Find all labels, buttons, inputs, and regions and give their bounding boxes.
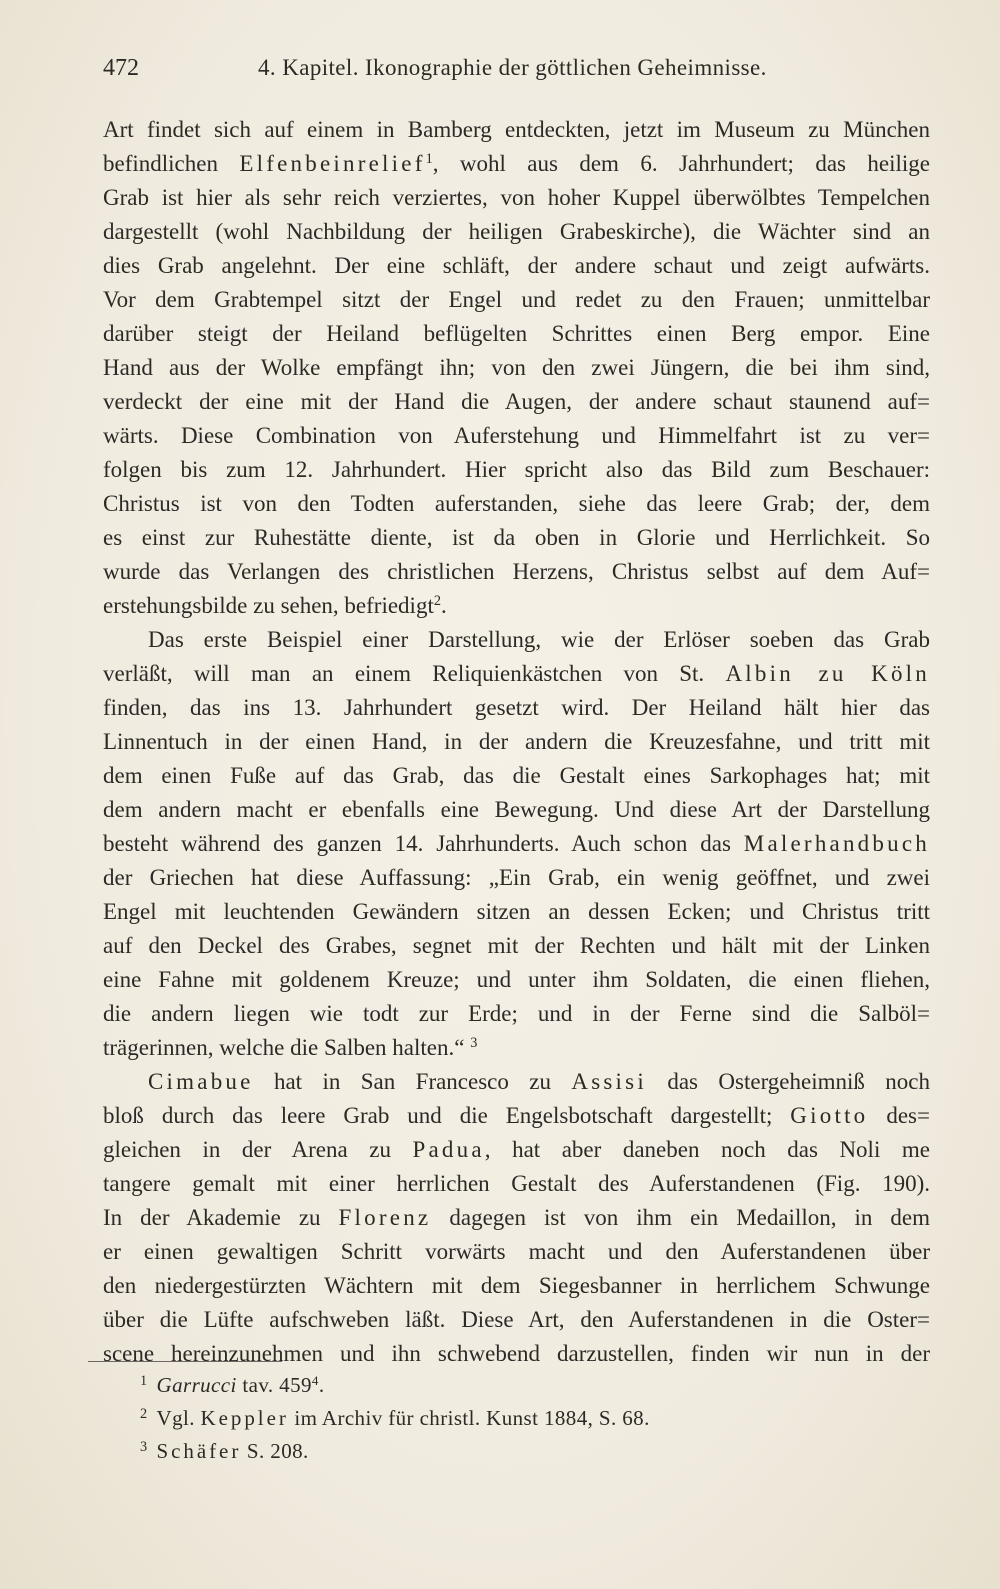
- emphasis-spaced: Cimabue: [148, 1069, 254, 1094]
- text-line: [103, 1201, 930, 1235]
- footnotes: [140, 1369, 930, 1468]
- emphasis-spaced: Malerhandbuch: [743, 831, 930, 856]
- text-run: das Ostergeheimniß noch: [646, 1069, 930, 1094]
- footnote-number: 2: [140, 1405, 148, 1422]
- text-line: [103, 1303, 930, 1337]
- text-line: [103, 487, 930, 521]
- text-run: dem einen Fuße auf das Grab, das die Gestalt eines Sarkophages hat; mit: [103, 763, 930, 788]
- text-line: [103, 861, 930, 895]
- text-run: wärts. Diese Combination von Auferstehung und Himmelfahrt ist zu ver=: [103, 423, 930, 448]
- text-run: dem andern macht er ebenfalls eine Bewegung. Und diese Art der Darstellung: [103, 797, 930, 822]
- text-line: [103, 827, 930, 861]
- text-run: besteht während des ganzen 14. Jahrhunderts. Auch schon das: [103, 831, 744, 856]
- text-run: dies Grab angelehnt. Der eine schläft, der andere schaut und zeigt aufwärts.: [103, 253, 930, 278]
- emphasis-spaced: Padua: [412, 1137, 485, 1162]
- text-run: Hand aus der Wolke empfängt ihn; von den zwei Jüngern, die bei ihm sind,: [103, 355, 930, 380]
- text-run: dargestellt (wohl Nachbildung der heiligen Grabeskirche), die Wächter sind an: [103, 219, 930, 244]
- text-run: trägerinnen, welche die Salben halten.“: [103, 1035, 471, 1060]
- text-line: [103, 1031, 930, 1065]
- text-run: S. 208.: [241, 1439, 309, 1463]
- footnote: [140, 1402, 930, 1435]
- text-run: Engel mit leuchtenden Gewändern sitzen an dessen Ecken; und Christus tritt: [103, 899, 930, 924]
- text-run: befindlichen: [103, 151, 240, 176]
- text-line: [103, 759, 930, 793]
- footnote-ref: 1: [425, 151, 433, 168]
- text-line: [103, 317, 930, 351]
- text-run: wurde das Verlangen des christlichen Herzens, Christus selbst auf dem Auf=: [103, 559, 930, 584]
- text-run: auf den Deckel des Grabes, segnet mit der Rechten und hält mit der Linken: [103, 933, 930, 958]
- text-run: über die Lüfte aufschweben läßt. Diese Art, den Auferstandenen in die Oster=: [103, 1307, 930, 1332]
- text-run: den niedergestürzten Wächtern mit dem Siegesbanner in herrlichem Schwunge: [103, 1273, 930, 1298]
- text-line: [103, 521, 930, 555]
- text-run: scene hereinzunehmen und ihn schwebend darzustellen, finden wir nun in der: [103, 1341, 930, 1366]
- text-run: erstehungsbilde zu sehen, befriedigt: [103, 593, 434, 618]
- text-run: hat in San Francesco zu: [253, 1069, 572, 1094]
- text-run: verläßt, will man an einem Reliquienkästchen von St.: [103, 661, 726, 686]
- text-line: [103, 589, 930, 623]
- text-run: Linnentuch in der einen Hand, in der andern die Kreuzesfahne, und tritt mit: [103, 729, 930, 754]
- footnote: [140, 1435, 930, 1468]
- footnote-rule: [88, 1361, 282, 1362]
- text-line: [103, 453, 930, 487]
- text-line: [103, 1337, 930, 1371]
- text-line: [103, 351, 930, 385]
- emphasis-spaced: Giotto: [790, 1103, 869, 1128]
- text-line: [103, 1269, 930, 1303]
- emphasis-spaced: Schäfer: [156, 1439, 242, 1463]
- text-line: [103, 963, 930, 997]
- footnote: [140, 1369, 930, 1402]
- text-line: [103, 147, 930, 181]
- running-header: [103, 52, 930, 84]
- footnote-ref: 2: [433, 593, 441, 610]
- text-line: [103, 725, 930, 759]
- text-run: die andern liegen wie todt zur Erde; und in der Ferne sind die Salböl=: [103, 1001, 930, 1026]
- text-run: er einen gewaltigen Schritt vorwärts macht und den Auferstandenen über: [103, 1239, 930, 1264]
- paragraph: [103, 1065, 930, 1371]
- footnote-number: 3: [140, 1438, 148, 1455]
- text-run: In der Akademie zu: [103, 1205, 339, 1230]
- text-line: [103, 1065, 930, 1099]
- text-line: [103, 1099, 930, 1133]
- text-line: [103, 113, 930, 147]
- footnote-number: 1: [140, 1372, 148, 1389]
- text-line: [103, 1167, 930, 1201]
- paragraph: [103, 113, 930, 623]
- text-run: .: [318, 1373, 325, 1397]
- text-line: [103, 997, 930, 1031]
- text-run: des=: [868, 1103, 930, 1128]
- text-run: verdeckt der eine mit der Hand die Augen, der andere schaut staunend auf=: [103, 389, 930, 414]
- text-run: im Archiv für christl. Kunst 1884, S. 68.: [288, 1406, 650, 1430]
- text-run: der Griechen hat diese Auffassung: „Ein Grab, ein wenig geöffnet, und zwei: [103, 865, 930, 890]
- text-line: [103, 555, 930, 589]
- text-run: Art findet sich auf einem in Bamberg entdeckten, jetzt im Museum zu München: [103, 117, 930, 142]
- emphasis-spaced: Florenz: [338, 1205, 432, 1230]
- text-line: [103, 1235, 930, 1269]
- text-line: [103, 691, 930, 725]
- text-run: , wohl aus dem 6. Jahrhundert; das heilige: [432, 151, 930, 176]
- text-line: [103, 793, 930, 827]
- text-run: Vor dem Grabtempel sitzt der Engel und redet zu den Frauen; unmittelbar: [103, 287, 930, 312]
- text-line: [103, 657, 930, 691]
- text-run: Grab ist hier als sehr reich verziertes, von hoher Kuppel überwölbtes Tempelchen: [103, 185, 930, 210]
- emphasis-spaced: Keppler: [200, 1406, 289, 1430]
- body-text: [103, 113, 930, 1371]
- text-run: eine Fahne mit goldenem Kreuze; und unter ihm Soldaten, die einen fliehen,: [103, 967, 930, 992]
- text-run: tav. 459: [236, 1373, 312, 1397]
- page-number: 472: [103, 55, 139, 81]
- italic-text: Garrucci: [156, 1373, 237, 1397]
- emphasis-spaced: Elfenbeinrelief: [239, 151, 426, 176]
- text-run: , hat aber daneben noch das Noli me: [484, 1137, 930, 1162]
- text-line: [103, 181, 930, 215]
- text-run: Christus ist von den Todten auferstanden, siehe das leere Grab; der, dem: [103, 491, 930, 516]
- text-run: dagegen ist von ihm ein Medaillon, in dem: [431, 1205, 930, 1230]
- text-line: [103, 385, 930, 419]
- text-line: [103, 1133, 930, 1167]
- text-run: tangere gemalt mit einer herrlichen Gestalt des Auferstandenen (Fig. 190).: [103, 1171, 930, 1196]
- text-run: darüber steigt der Heiland beflügelten Schrittes einen Berg empor. Eine: [103, 321, 930, 346]
- footnote-ref: 3: [470, 1035, 478, 1052]
- running-title: 4. Kapitel. Ikonographie der göttlichen Geheimnisse.: [258, 55, 767, 80]
- text-run: es einst zur Ruhestätte diente, ist da oben in Glorie und Herrlichkeit. So: [103, 525, 930, 550]
- text-run: .: [440, 593, 447, 618]
- emphasis-spaced: Assisi: [571, 1069, 647, 1094]
- footnote-ref: 4: [311, 1372, 319, 1388]
- text-run: folgen bis zum 12. Jahrhundert. Hier spricht also das Bild zum Beschauer:: [103, 457, 930, 482]
- text-line: [103, 249, 930, 283]
- text-run: Das erste Beispiel einer Darstellung, wie der Erlöser soeben das Grab: [148, 627, 930, 652]
- text-line: [103, 623, 930, 657]
- text-line: [103, 895, 930, 929]
- text-line: [103, 215, 930, 249]
- text-run: bloß durch das leere Grab und die Engelsbotschaft dargestellt;: [103, 1103, 791, 1128]
- text-run: Vgl.: [156, 1406, 201, 1430]
- text-line: [103, 929, 930, 963]
- text-run: finden, das ins 13. Jahrhundert gesetzt wird. Der Heiland hält hier das: [103, 695, 930, 720]
- text-run: gleichen in der Arena zu: [103, 1137, 413, 1162]
- paragraph: [103, 623, 930, 1065]
- text-line: [103, 419, 930, 453]
- emphasis-spaced: Albin zu Köln: [725, 661, 930, 686]
- text-line: [103, 283, 930, 317]
